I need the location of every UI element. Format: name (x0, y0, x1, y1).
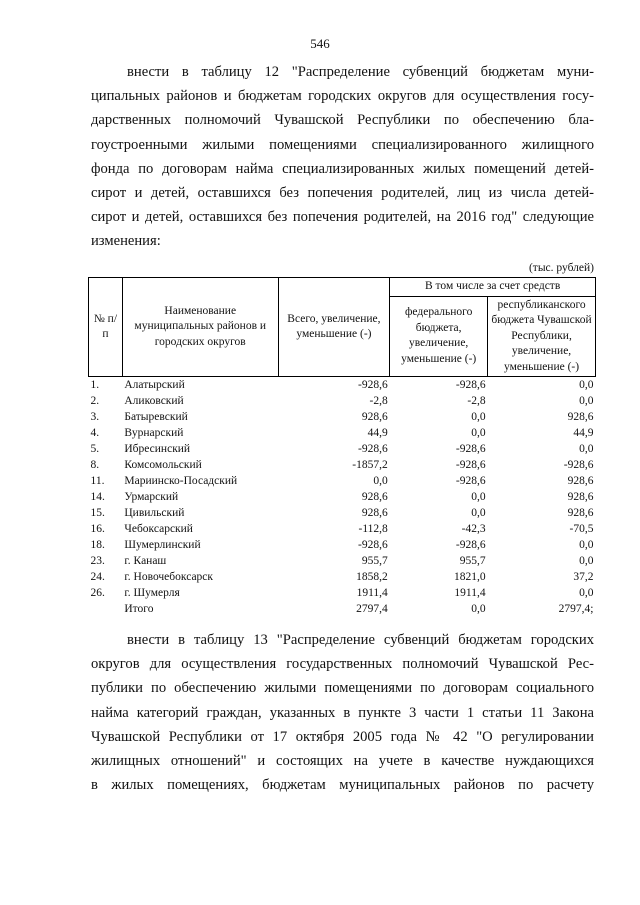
row-name: Итого (124, 603, 154, 615)
paragraph-line: изменения: (91, 233, 161, 250)
row-name: Аликовский (124, 395, 184, 407)
table-row (89, 521, 596, 537)
row-republic: -928,6 (563, 459, 594, 471)
table-row (89, 377, 596, 394)
paragraph-line: гоустроенными жилыми помещениями специализированного жилищного (91, 136, 594, 153)
row-federal: -928,6 (455, 443, 486, 455)
row-number: 11. (90, 475, 105, 487)
header-name: Наименование муниципальных районов и городских округов (122, 278, 278, 377)
subvention-table (88, 277, 596, 617)
row-republic: 2797,4; (558, 603, 594, 615)
table-body (89, 377, 596, 618)
row-number: 23. (90, 555, 105, 567)
row-total: -928,6 (358, 443, 388, 455)
row-total: 955,7 (361, 555, 388, 567)
row-federal: -2,8 (467, 395, 486, 407)
row-republic: 928,6 (567, 475, 594, 487)
paragraph-line: ципальных районов и бюджетам городских округов для осуществления госу- (91, 88, 594, 105)
row-republic: -70,5 (569, 523, 594, 535)
row-federal: -928,6 (455, 459, 486, 471)
table-row (89, 425, 596, 441)
table-row (89, 473, 596, 489)
row-number: 1. (90, 379, 100, 391)
header-total: Всего, увеличение, уменьшение (-) (278, 278, 390, 377)
row-republic: 928,6 (567, 491, 594, 503)
row-name: Алатырский (124, 379, 185, 391)
row-name: г. Канаш (124, 555, 167, 567)
row-total: 1911,4 (356, 587, 388, 599)
table-row (89, 393, 596, 409)
row-total: 44,9 (367, 427, 388, 439)
row-number: 2. (90, 395, 100, 407)
row-number: 4. (90, 427, 100, 439)
row-number: 3. (90, 411, 100, 423)
row-republic: 37,2 (573, 571, 594, 583)
table-row (89, 569, 596, 585)
row-federal: 0,0 (471, 507, 486, 519)
row-total: -928,6 (358, 539, 388, 551)
row-federal: 0,0 (471, 603, 486, 615)
row-total: 928,6 (361, 507, 388, 519)
row-number: 8. (90, 459, 100, 471)
row-federal: -928,6 (455, 539, 486, 551)
row-name: Мариинско-Посадский (124, 475, 238, 487)
row-total: 2797,4 (356, 603, 388, 615)
table-row (89, 457, 596, 473)
table-row (89, 601, 596, 617)
paragraph-line: округов для осуществления государственных полномочий Чувашской Рес- (91, 656, 594, 673)
row-federal: 1821,0 (453, 571, 486, 583)
row-name: Ибресинский (124, 443, 191, 455)
row-republic: 0,0 (579, 539, 594, 551)
row-federal: 1911,4 (454, 587, 486, 599)
table-row (89, 505, 596, 521)
row-federal: -928,6 (455, 379, 486, 391)
table-row (89, 585, 596, 601)
row-name: Урмарский (124, 491, 179, 503)
intro-paragraph (91, 60, 594, 254)
row-republic: 928,6 (567, 507, 594, 519)
row-number (89, 601, 123, 617)
row-total: -928,6 (358, 379, 388, 391)
paragraph-line: сирот и детей, оставшихся без попечения родителей, лиц из числа детей- (91, 184, 594, 201)
row-number: 18. (90, 539, 105, 551)
row-republic: 0,0 (579, 379, 594, 391)
paragraph-line: фонда по договорам найма специализированных жилых помещений детей- (91, 160, 594, 177)
row-name: Чебоксарский (124, 523, 193, 535)
paragraph-line: в жилых помещениях, бюджетам муниципальных районов по расчету (91, 777, 594, 794)
paragraph-line: публики по обеспечению жилыми помещениями по договорам социального (91, 680, 594, 697)
table-row (89, 537, 596, 553)
row-number: 5. (90, 443, 100, 455)
row-number: 24. (90, 571, 105, 583)
row-republic: 0,0 (579, 555, 594, 567)
row-name: г. Новочебоксарск (124, 571, 213, 583)
row-total: 928,6 (361, 411, 388, 423)
row-republic: 44,9 (573, 427, 594, 439)
row-total: -1857,2 (352, 459, 388, 471)
row-federal: 955,7 (459, 555, 486, 567)
units-label: (тыс. рублей) (528, 262, 594, 274)
row-federal: 0,0 (471, 427, 486, 439)
row-federal: -42,3 (461, 523, 486, 535)
page-number: 546 (310, 36, 330, 51)
second-paragraph (91, 628, 594, 797)
row-number: 15. (90, 507, 105, 519)
table-row (89, 489, 596, 505)
table-row (89, 409, 596, 425)
row-republic: 0,0 (579, 395, 594, 407)
row-name: Шумерлинский (124, 539, 201, 551)
table-row (89, 553, 596, 569)
row-republic: 0,0 (579, 443, 594, 455)
row-federal: 0,0 (471, 491, 486, 503)
paragraph-line: жилищных отношений" и состоящих на учете в качестве нуждающихся (91, 752, 594, 769)
row-number: 26. (90, 587, 105, 599)
paragraph-line: дарственных полномочий Чувашской Республики по обеспечению бла- (91, 112, 594, 129)
row-federal: -928,6 (455, 475, 486, 487)
row-total: 1858,2 (356, 571, 388, 583)
row-name: Цивильский (124, 507, 185, 519)
header-group: В том числе за счет средств (390, 278, 596, 297)
row-republic: 928,6 (567, 411, 594, 423)
row-total: -2,8 (369, 395, 388, 407)
paragraph-line: внести в таблицу 13 "Распределение субвенций бюджетам городских (127, 632, 594, 648)
row-total: 928,6 (361, 491, 388, 503)
header-republic: республиканского бюджета Чувашской Республики, увеличение, уменьшение (-) (488, 296, 596, 377)
paragraph-line: внести в таблицу 12 "Распределение субвенций бюджетам муни- (127, 64, 594, 80)
row-name: Вурнарский (124, 427, 184, 439)
row-name: Батыревский (124, 411, 188, 423)
row-total: -112,8 (358, 523, 388, 535)
header-federal: федерального бюджета, увеличение, уменьшение (-) (390, 296, 488, 377)
row-republic: 0,0 (579, 587, 594, 599)
row-number: 16. (90, 523, 105, 535)
row-name: Комсомольский (124, 459, 202, 471)
paragraph-line: Чувашской Республики от 17 октября 2005 года № 42 "О регулировании (91, 728, 594, 745)
row-total: 0,0 (373, 475, 388, 487)
row-federal: 0,0 (471, 411, 486, 423)
row-number: 14. (90, 491, 105, 503)
table-row (89, 441, 596, 457)
row-name: г. Шумерля (124, 587, 180, 599)
paragraph-line: найма категорий граждан, указанных в пункте 3 части 1 статьи 11 Закона (91, 704, 594, 721)
paragraph-line: сирот и детей, оставшихся без попечения родителей, на 2016 год" следующие (91, 209, 594, 226)
header-number: № п/п (89, 278, 123, 377)
